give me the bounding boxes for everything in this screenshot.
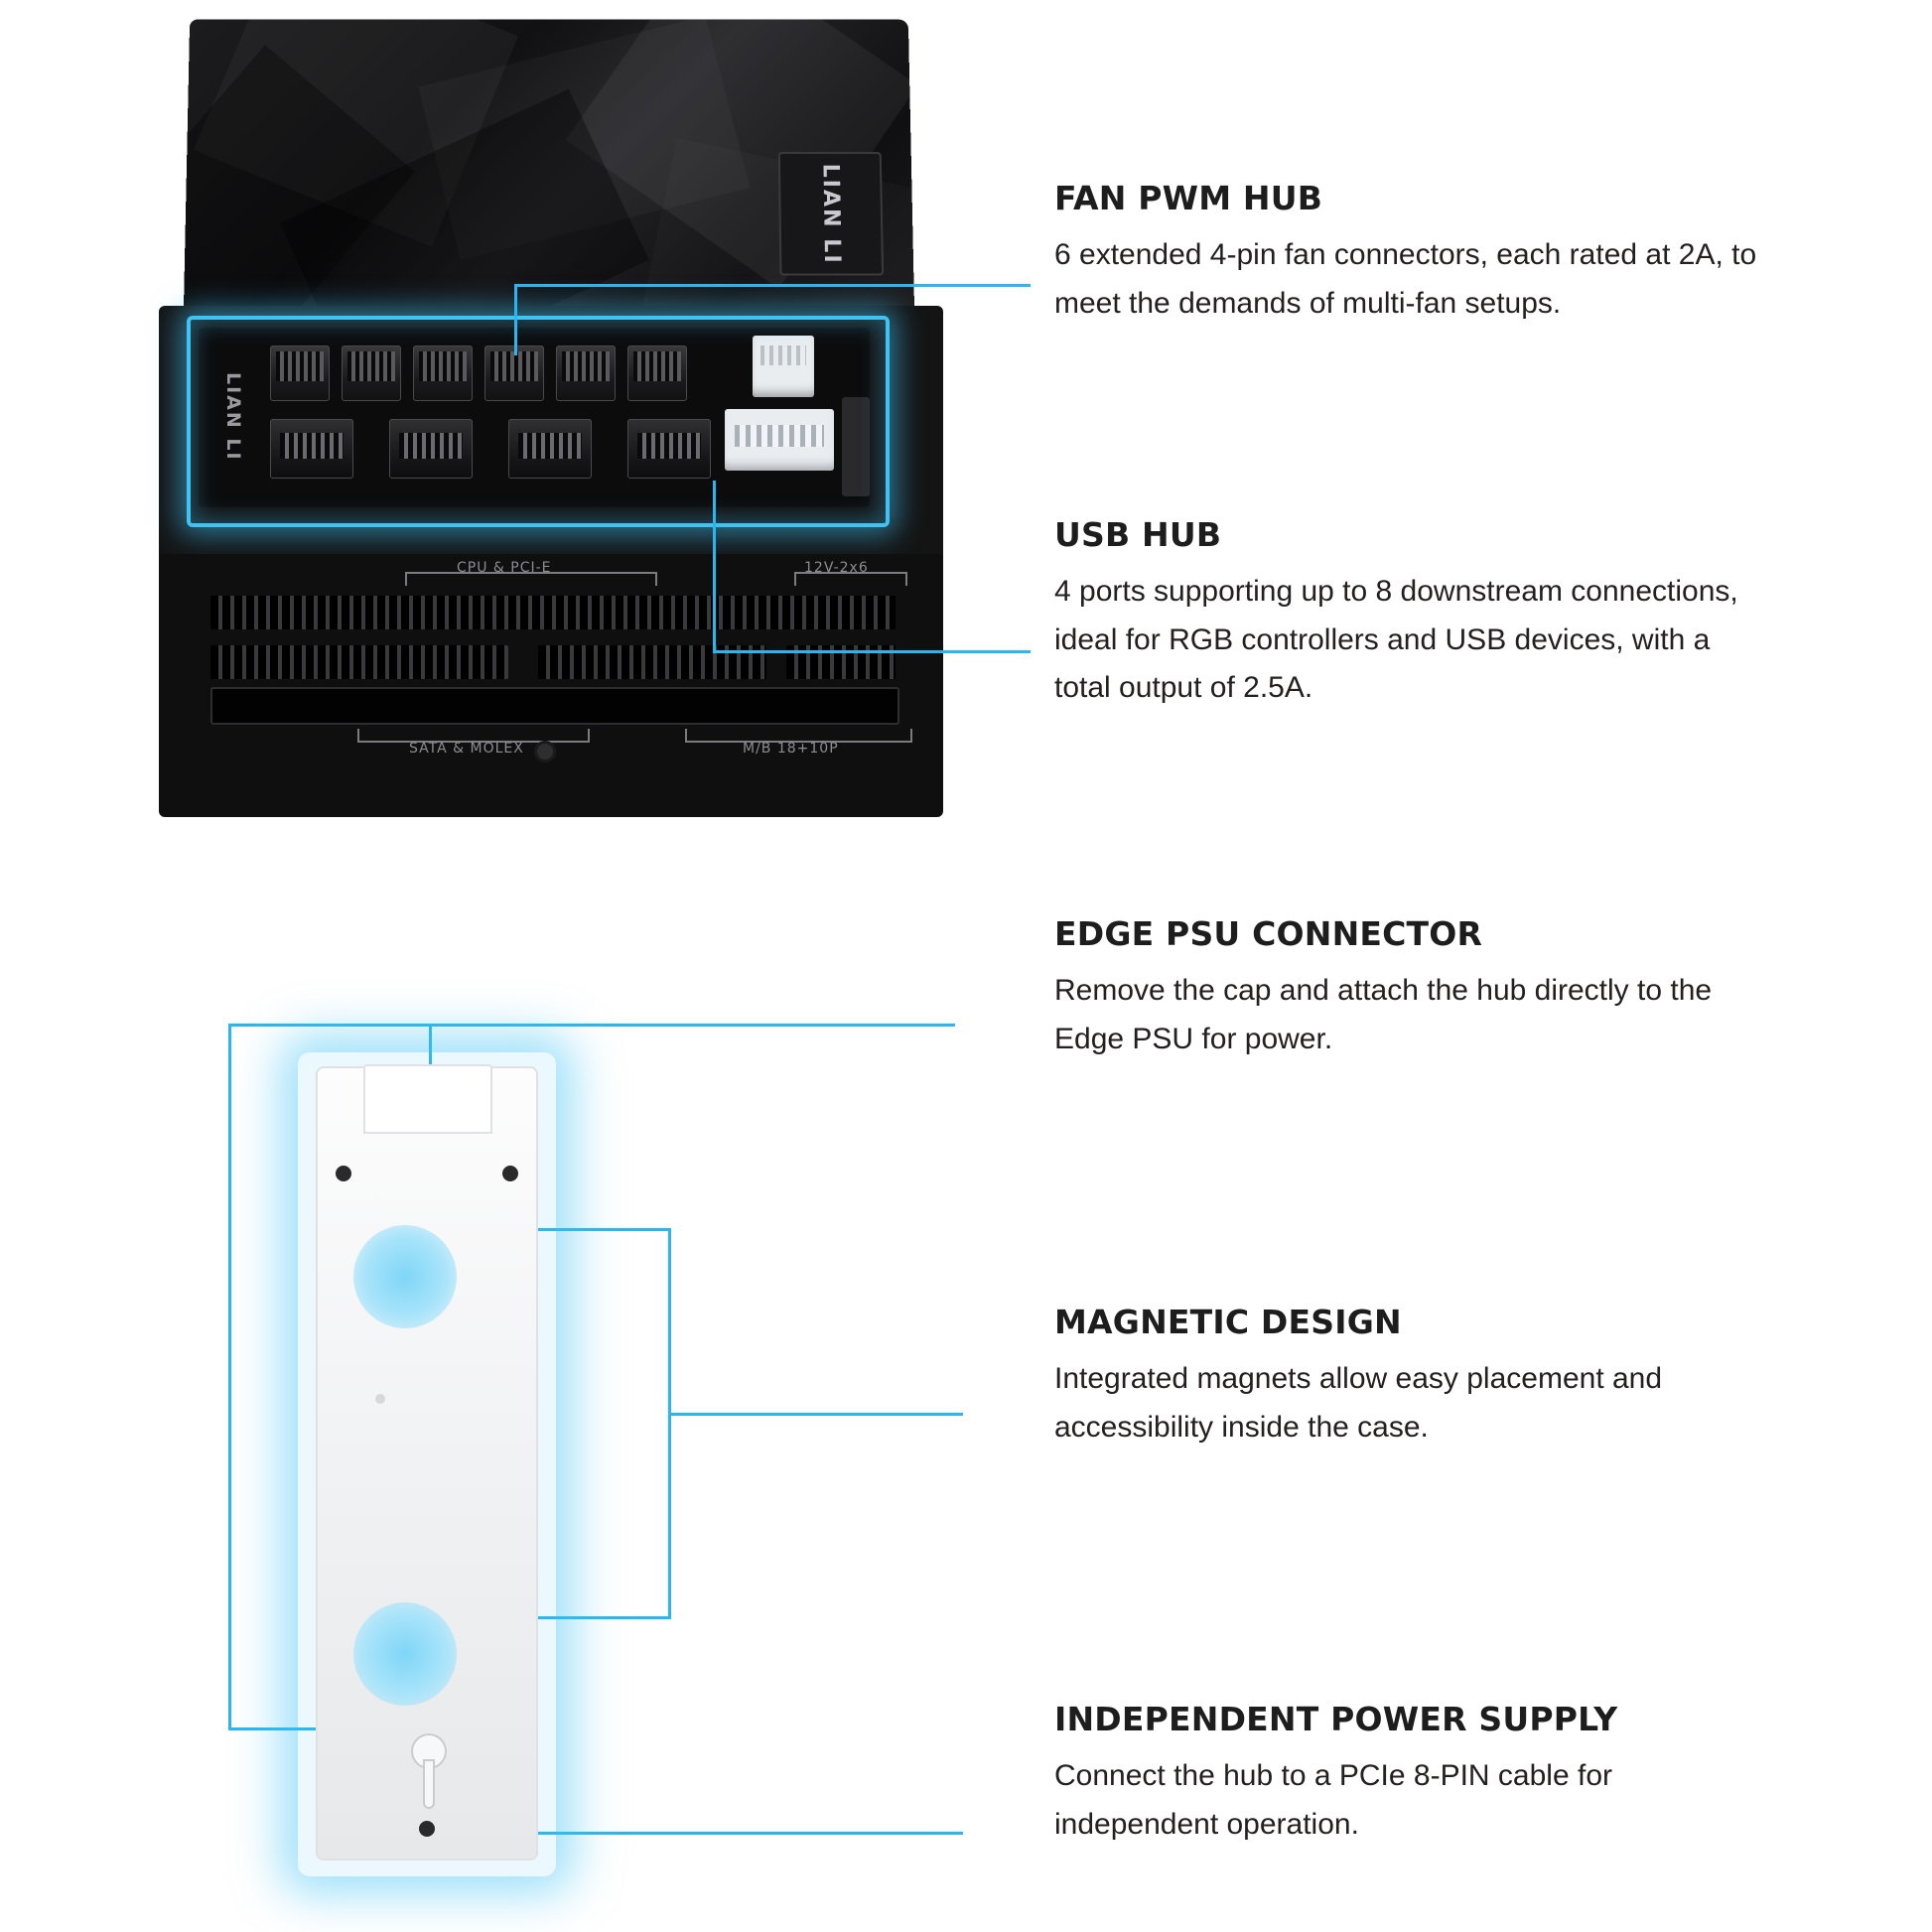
callout-fan-pwm-hub <box>1054 179 1769 328</box>
edge-psu-connector-cap <box>363 1064 492 1134</box>
callout-usb-hub <box>1054 515 1769 713</box>
callout-title-usb-hub: USB HUB <box>1054 515 1222 554</box>
callout-body-fan-pwm-hub: 6 extended 4-pin fan connectors, each rated at 2A, to meet the demands of multi-fan setups. <box>1054 238 1757 320</box>
callout-body-independent-power-supply: Connect the hub to a PCIe 8-PIN cable for independent operation. <box>1054 1759 1612 1841</box>
psu-pin-strip <box>210 645 508 679</box>
callout-body-edge-psu-connector: Remove the cap and attach the hub directly to the Edge PSU for power. <box>1054 974 1713 1055</box>
label-12v: 12V-2x6 <box>804 560 869 576</box>
brand-badge-label: LIAN LI <box>817 163 845 265</box>
label-mb: M/B 18+10P <box>743 741 839 757</box>
callout-title-magnetic-design: MAGNETIC DESIGN <box>1054 1303 1402 1341</box>
callout-title-edge-psu-connector: EDGE PSU CONNECTOR <box>1054 914 1483 953</box>
psu-with-hub-image <box>159 18 943 817</box>
leader-line-magnet-out <box>668 1413 963 1416</box>
magnet-top <box>353 1225 457 1328</box>
callout-title-independent-power-supply: INDEPENDENT POWER SUPPLY <box>1054 1700 1618 1738</box>
brand-badge <box>778 152 884 276</box>
magnet-bottom <box>353 1602 457 1706</box>
psu-connector-panel <box>159 554 943 817</box>
hub-backplate <box>316 1066 538 1861</box>
leader-line-power-vertical-left <box>228 1024 231 1728</box>
callout-body-magnetic-design: Integrated magnets allow easy placement and accessibility inside the case. <box>1054 1362 1663 1444</box>
callout-title-fan-pwm-hub: FAN PWM HUB <box>1054 179 1323 217</box>
leader-line-magnet-vertical <box>668 1228 671 1619</box>
psu-top-panel <box>184 20 914 318</box>
callout-independent-power-supply <box>1054 1700 1769 1849</box>
callout-body-usb-hub: 4 ports supporting up to 8 downstream connections, ideal for RGB controllers and USB devices, with a total output of 2.5A. <box>1054 575 1738 705</box>
keyhole-tail <box>423 1759 435 1809</box>
keyhole-mount-slot <box>411 1733 447 1809</box>
psu-socket-strip <box>210 687 899 725</box>
plate-screw <box>419 1821 435 1837</box>
leader-line-fan-pwm-vertical <box>514 284 517 355</box>
plate-marker-dot <box>375 1394 385 1404</box>
leader-line-power-top <box>228 1024 431 1027</box>
hub-backplate-image <box>298 1052 556 1876</box>
hub-side-brand-label: LIAN LI <box>222 372 244 462</box>
label-cpu-pcie: CPU & PCI-E <box>457 560 552 576</box>
plate-screw <box>502 1166 518 1181</box>
callout-edge-psu-connector <box>1054 914 1769 1063</box>
hub-highlight-outline <box>187 316 890 527</box>
leader-line-fan-pwm-horizontal <box>514 284 1031 287</box>
plate-screw <box>336 1166 351 1181</box>
callout-magnetic-design <box>1054 1303 1769 1451</box>
psu-pin-strip <box>210 596 896 629</box>
leader-line-edge-psu-horizontal <box>429 1024 955 1027</box>
leader-line-usb-vertical <box>713 481 716 653</box>
psu-screw-hole <box>534 741 556 762</box>
label-sata-molex: SATA & MOLEX <box>409 741 524 757</box>
leader-line-usb-horizontal <box>713 650 1031 653</box>
